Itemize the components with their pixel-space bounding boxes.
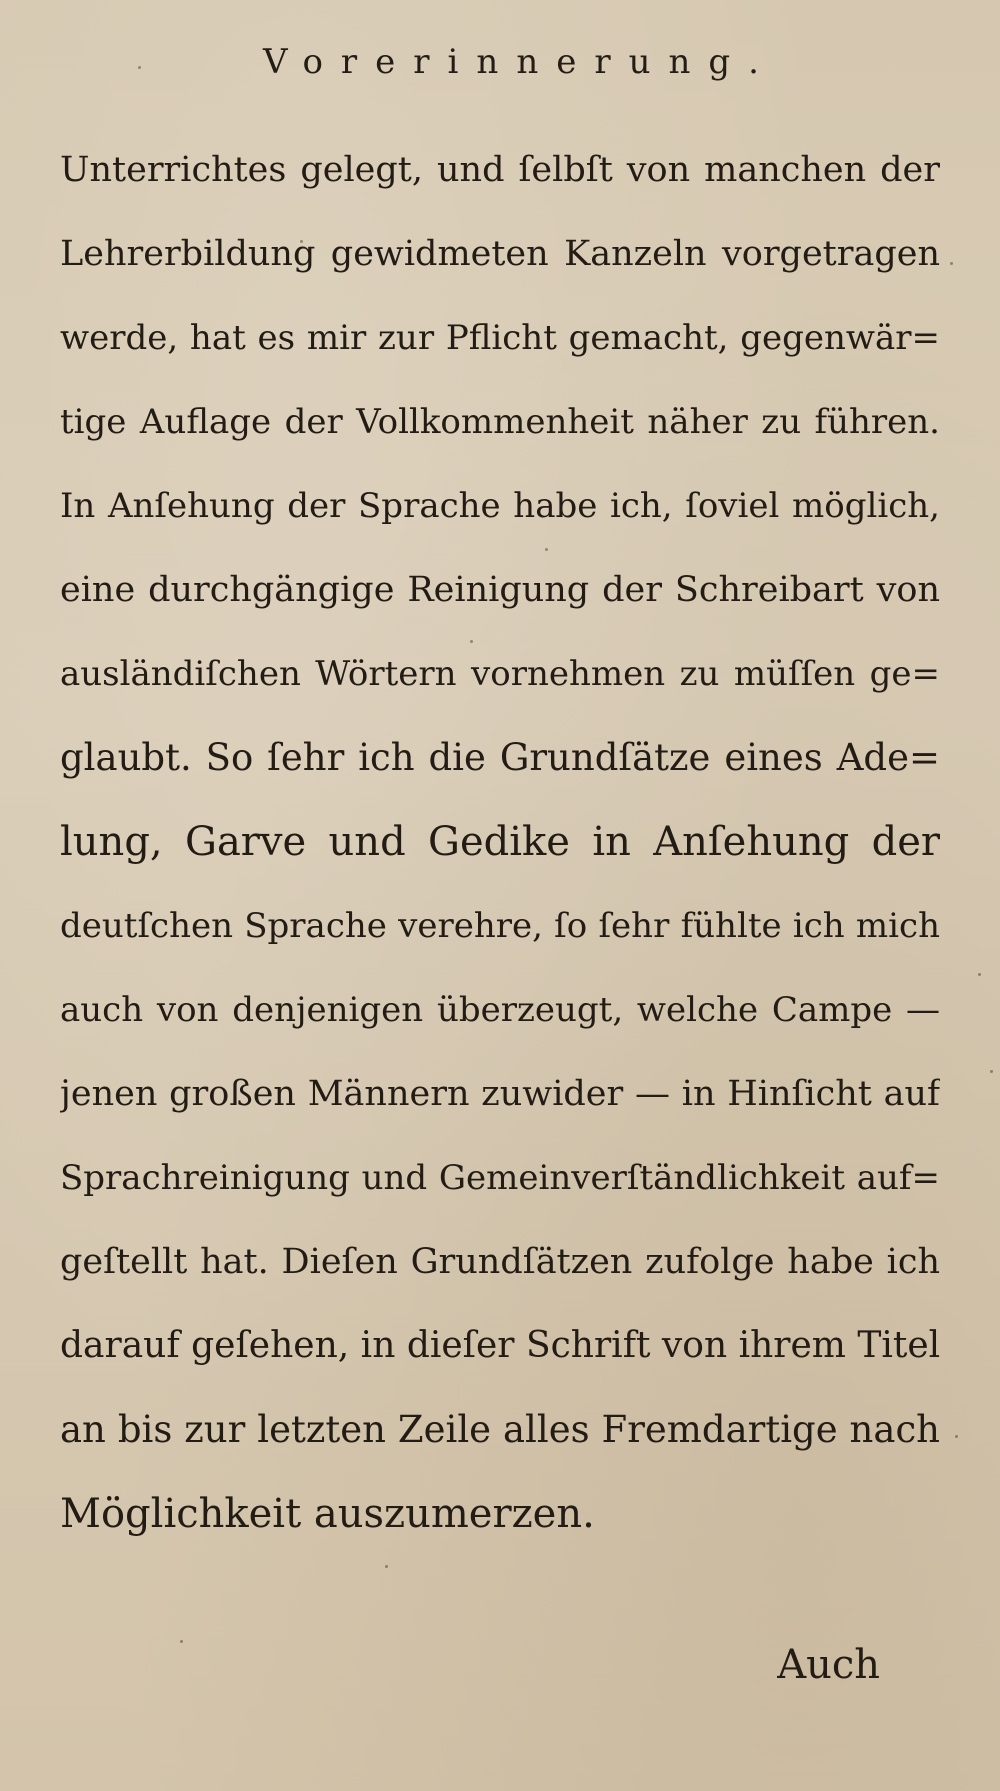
text-line: auch von denjenigen überzeugt, welche Campe — (60, 990, 940, 1030)
text-line: Unterrichtes gelegt, und ſelbſt von manchen der (60, 150, 940, 190)
text-line: an bis zur letzten Zeile alles Fremdartige nach (60, 1408, 940, 1451)
text-line: Sprachreinigung und Gemeinverſtändlichkeit auf= (60, 1158, 940, 1198)
text-line: Lehrerbildung gewidmeten Kanzeln vorgetragen (60, 234, 940, 274)
text-line: ausländiſchen Wörtern vornehmen zu müſſen ge= (60, 654, 940, 694)
catchword: Auch (777, 1642, 880, 1688)
text-line: lung, Garve und Gedike in Anſehung der (60, 819, 940, 865)
text-line: deutſchen Sprache verehre, ſo ſehr fühlte ich mich (60, 906, 940, 946)
text-line: geſtellt hat. Dieſen Grundſätzen zufolge habe ich (60, 1242, 940, 1282)
running-head: Vorerinnerung. (263, 42, 777, 82)
text-line: werde, hat es mir zur Pflicht gemacht, gegenwär= (60, 318, 940, 358)
text-line: In Anſehung der Sprache habe ich, ſoviel möglich, (60, 486, 940, 526)
text-line: tige Auflage der Vollkommenheit näher zu führen. (60, 402, 940, 442)
body-text (60, 128, 940, 1556)
text-line: jenen großen Männern zuwider — in Hinſicht auf (60, 1074, 940, 1114)
text-line: Möglichkeit auszumerzen. (60, 1491, 595, 1537)
text-line: eine durchgängige Reinigung der Schreibart von (60, 570, 940, 610)
text-line: darauf geſehen, in dieſer Schrift von ihrem Titel (60, 1325, 940, 1366)
text-line: glaubt. So ſehr ich die Grundſätze eines Ade= (60, 736, 940, 779)
